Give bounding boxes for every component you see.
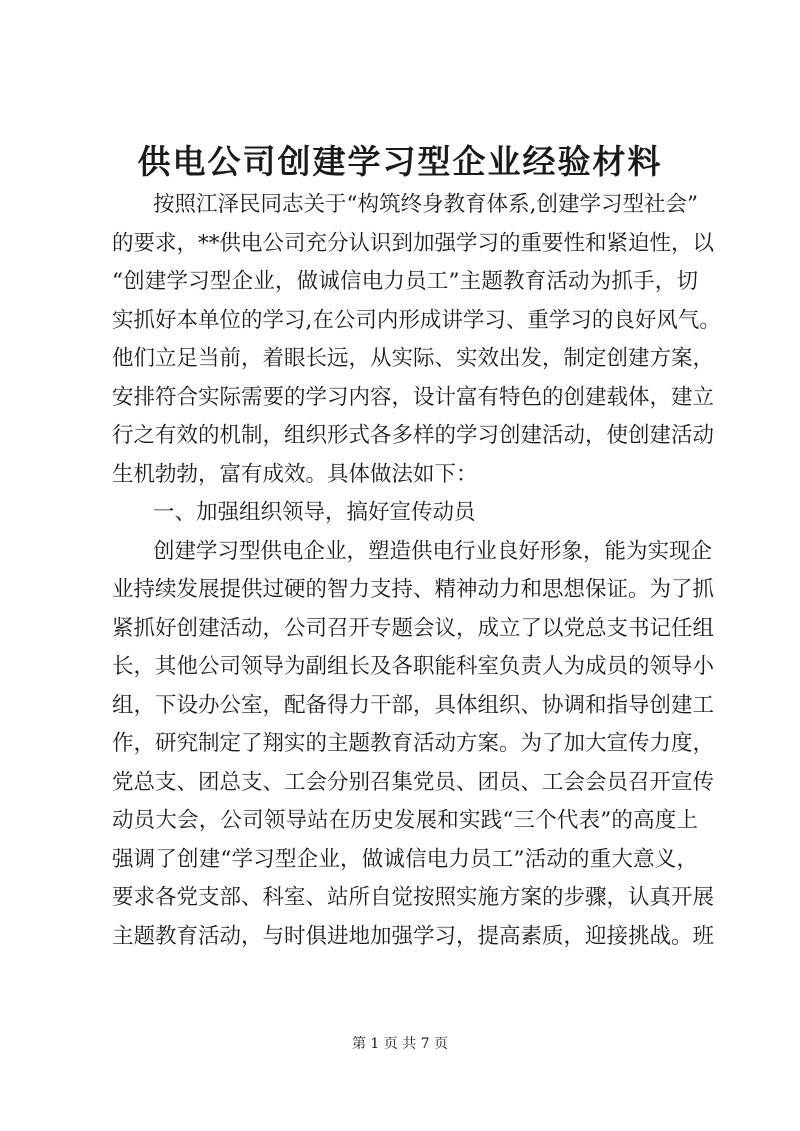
paragraph-line: 紧抓好创建活动，公司召开专题会议，成立了以党总支书记任组 [112, 615, 715, 641]
paragraph-line: 行之有效的机制，组织形式各多样的学习创建活动，使创建活动 [112, 423, 715, 448]
paragraph-line: 创建学习型供电企业，塑造供电行业良好形象，能为实现企 [153, 538, 713, 564]
paragraph-line: 要求各党支部、科室、站所自觉按照实施方案的步骤，认真开展 [112, 885, 715, 910]
paragraph-line: 实抓好本单位的学习,在公司内形成讲学习、重学习的良好风气。 [112, 307, 721, 333]
paragraph-line: 生机勃勃，富有成效。具体做法如下： [112, 461, 478, 487]
paragraph-line: 长，其他公司领导为副组长及各职能科室负责人为成员的领导小 [112, 654, 715, 679]
paragraph-line: 安排符合实际需要的学习内容，设计富有特色的创建载体，建立 [112, 384, 715, 410]
section-heading: 一、加强组织领导，搞好宣传动员 [153, 500, 476, 525]
paragraph-line: 他们立足当前，着眼长远，从实际、实效出发，制定创建方案， [112, 346, 715, 371]
paragraph-line: 党总支、团总支、工会分别召集党员、团员、工会会员召开宣传 [112, 769, 715, 795]
paragraph-line: 的要求，**供电公司充分认识到加强学习的重要性和紧迫性，以 [112, 230, 715, 256]
paragraph-line: 动员大会，公司领导站在历史发展和实践“三个代表”的高度上 [112, 808, 698, 833]
page-title: 供电公司创建学习型企业经验材料 [137, 142, 663, 181]
document-body [112, 186, 721, 956]
paragraph-line: 强调了创建“学习型企业，做诚信电力员工”活动的重大意义， [112, 846, 698, 872]
paragraph-line: 按照江泽民同志关于“构筑终身教育体系,创建学习型社会” [153, 192, 698, 217]
page-number-footer: 第 1 页 共 7 页 [351, 1036, 449, 1052]
paragraph-line: “创建学习型企业，做诚信电力员工”主题教育活动为抓手，切 [112, 269, 698, 294]
paragraph-line: 业持续发展提供过硬的智力支持、精神动力和思想保证。为了抓 [112, 577, 715, 602]
paragraph-line: 主题教育活动，与时俱进地加强学习，提高素质，迎接挑战。班 [112, 923, 715, 949]
paragraph-line: 组，下设办公室，配备得力干部，具体组织、协调和指导创建工 [112, 692, 715, 718]
paragraph-line: 作，研究制定了翔实的主题教育活动方案。为了加大宣传力度， [112, 731, 715, 756]
